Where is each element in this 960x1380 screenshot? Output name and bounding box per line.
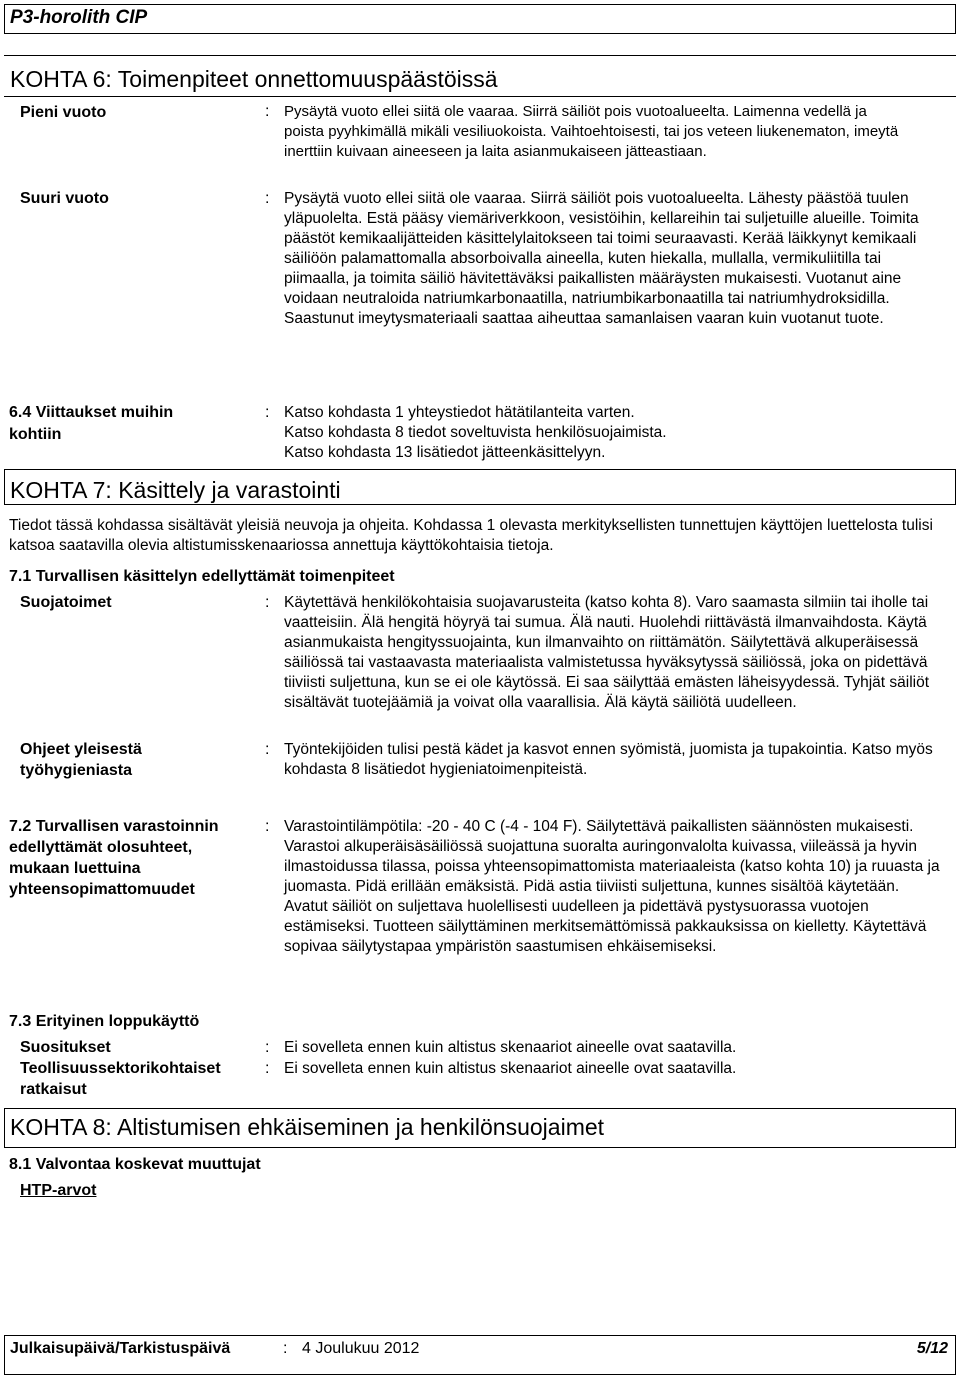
footer-date-label: Julkaisupäivä/Tarkistuspäivä [10, 1340, 231, 1357]
references-label-line1: 6.4 Viittaukset muihin [9, 404, 174, 421]
section-8-title: KOHTA 8: Altistumisen ehkäiseminen ja henkilönsuojaimet [10, 1114, 605, 1140]
industrial-text: Ei sovelleta ennen kuin altistus skenaariot aineelle ovat saatavilla. [284, 1060, 737, 1077]
hygiene-text: Työntekijöiden tulisi pestä kädet ja kasvot ennen syömistä, juomista ja tupakointia. Katso myös kohdasta 8 lisätiedot hygieniatoimenpiteistä. [284, 741, 933, 778]
hygiene-label-line1: Ohjeet yleisestä [20, 741, 142, 758]
large-spill-text: Pysäytä vuoto ellei siitä ole vaaraa. Siirrä säiliöt pois vuotoalueelta. Lähesty päästöä tuulen yläpuolelta. Estä pääsy viemäriverkkoon, vesistöihin, kellareihin tai suljetuille alueille. Toimita päästöt kemikaalijätteiden käsittelylaitokseen tai toimi seuraavasti. Kerää läikkynyt kemikaali säiliöön palamattomalla absorboivalla aineella, kuten hiekalla, mullalla, vermikuliitilla tai piimaalla, ja toimita säiliö hävitettäväksi paikallisten määräysten mukaisesti. Vuotanut aine voidaan neutraloida natriumkarbonaatilla, natriumbikarbonaatilla tai natriumhydroksidilla. Saastunut imeytysmateriaali saattaa aiheuttaa samanlaisen vaaran kuin vuotanut tuote. [284, 190, 919, 327]
subsection-7-2-label-line3: mukaan luettuina [9, 860, 141, 877]
subsection-8-1-title: 8.1 Valvontaa koskevat muuttujat [9, 1156, 261, 1173]
references-label-line2: kohtiin [9, 426, 62, 443]
section-6-top-rule [4, 55, 956, 56]
htp-values-heading: HTP-arvot [20, 1182, 97, 1199]
industrial-label-line2: ratkaisut [20, 1081, 87, 1098]
industrial-colon: : [265, 1060, 270, 1077]
page-number: 5/12 [916, 1340, 948, 1357]
reference-line: Katso kohdasta 13 lisätiedot jätteenkäsittelyyn. [284, 444, 606, 461]
reference-line: Katso kohdasta 8 tiedot soveltuvista henkilösuojaimista. [284, 424, 667, 441]
recommendations-label: Suositukset [20, 1039, 111, 1056]
large-spill-colon: : [265, 190, 270, 207]
recommendations-text: Ei sovelleta ennen kuin altistus skenaariot aineelle ovat saatavilla. [284, 1039, 737, 1056]
subsection-7-2-label-line4: yhteensopimattomuudet [9, 881, 195, 898]
large-spill-label: Suuri vuoto [20, 190, 109, 207]
subsection-7-1-title: 7.1 Turvallisen käsittelyn edellyttämät toimenpiteet [9, 568, 395, 585]
subsection-7-2-label-line1: 7.2 Turvallisen varastoinnin [9, 818, 219, 835]
footer-colon: : [283, 1340, 288, 1357]
hygiene-label-line2: työhygieniasta [20, 762, 133, 779]
protective-measures-text: Käytettävä henkilökohtaisia suojavarusteita (katso kohta 8). Varo saamasta silmiin tai iholle tai vaatteisiin. Älä hengitä höyryä tai sumua. Älä nauti. Huolehdi riittävästä ilmanvaihdosta. Käytä asianmukaista hengityssuojainta, kun ilmanvaihto on riittämätön. Säilytettävä alkuperäisessä säiliössä tai vastaavasta materiaalista valmistetussa hyväksytyssä säiliössä, joka on pidettävä tiiviisti suljettuna, kun se ei ole käytössä. Ei saa säilyttää emästen läheisyydessä. Tyhjät säiliöt sisältävät tuotejäämiä ja voivat olla vaarallisia. Älä käytä säiliötä uudelleen. [284, 594, 930, 711]
section-6-bottom-rule [4, 96, 956, 97]
subsection-7-3-title: 7.3 Erityinen loppukäyttö [9, 1013, 200, 1030]
subsection-7-2-label-line2: edellyttämät olosuhteet, [9, 839, 193, 856]
industrial-label-line1: Teollisuussektorikohtaiset [20, 1060, 221, 1077]
reference-line: Katso kohdasta 1 yhteystiedot hätätilanteita varten. [284, 404, 635, 421]
section-7-intro: Tiedot tässä kohdassa sisältävät yleisiä neuvoja ja ohjeita. Kohdassa 1 olevasta merkityksellisten tunnettujen käyttöjen luettelosta tulisi katsoa saatavilla olevia altistumisskenaariossa annettuja käyttökohtaisia tietoja. [9, 517, 933, 554]
section-7-title: KOHTA 7: Käsittely ja varastointi [10, 477, 341, 503]
protective-measures-label: Suojatoimet [20, 594, 112, 611]
protective-measures-colon: : [265, 594, 270, 611]
references-colon: : [265, 404, 270, 421]
small-spill-colon: : [265, 103, 270, 120]
product-name: P3-horolith CIP [10, 7, 148, 28]
footer-date: 4 Joulukuu 2012 [302, 1340, 420, 1357]
hygiene-colon: : [265, 741, 270, 758]
section-6-title: KOHTA 6: Toimenpiteet onnettomuuspäästöissä [10, 66, 498, 92]
recommendations-colon: : [265, 1039, 270, 1056]
small-spill-label: Pieni vuoto [20, 104, 107, 121]
storage-colon: : [265, 818, 270, 835]
small-spill-text: Pysäytä vuoto ellei siitä ole vaaraa. Siirrä säiliöt pois vuotoalueelta. Laimenna vedellä ja poista pyyhkimällä mikäli vesiliuokoista. Vaihtoehtoisesti, tai jos veteen liukenematon, imeytä inerttiin kuivaan aineeseen ja laita asianmukaiseen jätteastiaan. [284, 103, 899, 160]
storage-text: Varastointilämpötila: -20 - 40 C (-4 - 104 F). Säilytettävä paikallisten säännösten mukaisesti. Varastoi alkuperäisäsäiliössä suojattuna suoralta auringonvalolta kuivassa, viileässä ja hyvin ilmastoidussa tilassa, poissa yhteensopimattomista materiaaleista (katso kohta 10) ja ruuasta ja juomasta. Pidä erillään emäksistä. Pidä astia tiiviisti suljettuna, kunnes sisältöä käytetään. Avatut säiliöt on suljettava huolellisesti uudelleen ja pidettävä pystysuorassa vuotojen estämiseksi. Tuotteen säilyttäminen merkitsemättömissä pakkauksissa on kielletty. Käytettävä sopivaa säilytystapaa ympäristön saastumisen ehkäisemiseksi. [284, 818, 940, 955]
